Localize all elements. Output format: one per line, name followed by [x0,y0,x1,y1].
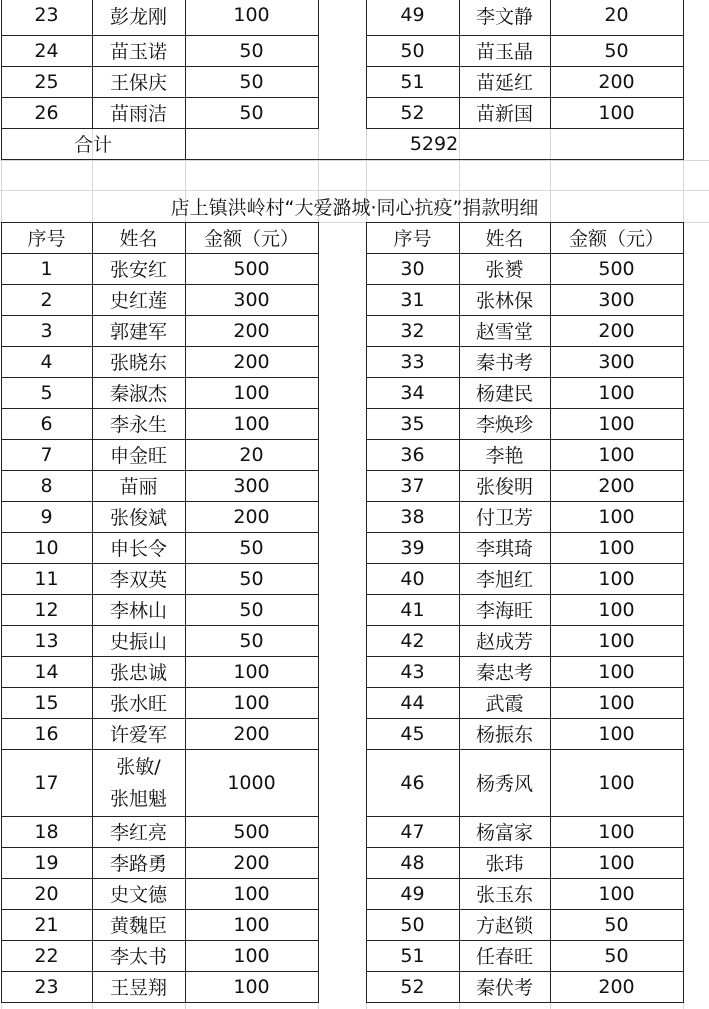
left-no-cell: 13 [34,629,59,652]
right-amount-cell: 100 [598,882,635,905]
right-name-cell: 李海旺 [475,600,533,622]
top-left-name-cell: 彭龙刚 [109,5,167,28]
right-name-cell: 张林保 [475,290,533,312]
left-name-cell: 许爱军 [109,724,167,746]
left-name-cell: 李红亮 [109,822,167,844]
top-left-no-cell: 25 [34,70,59,93]
left-name-cell: 李永生 [109,414,167,436]
right-no-cell: 33 [400,350,425,373]
left-name-cell: 张俊斌 [109,507,167,529]
right-no-cell: 41 [400,598,425,621]
left-no-cell: 19 [34,851,59,874]
right-name-cell: 李艳 [485,445,524,467]
right-no-cell: 50 [400,913,425,936]
name-line: 张敏/ [116,755,161,778]
right-no-cell: 51 [400,944,425,967]
left-amount-cell: 1000 [227,771,276,794]
left-name-cell: 史红莲 [109,290,167,312]
left-no-cell: 8 [40,474,53,497]
right-amount-cell: 100 [598,771,635,794]
right-amount-cell: 100 [598,851,635,874]
right-amount-cell: 300 [598,350,635,373]
left-no-cell: 21 [34,913,59,936]
top-right-no-cell: 51 [400,70,425,93]
top-left-amount-cell: 100 [233,4,270,26]
top-left-amount-cell: 50 [239,39,264,62]
right-amount-cell: 100 [598,722,635,745]
right-amount-cell: 200 [598,474,635,497]
left-no-cell: 6 [40,412,53,435]
right-name-cell: 秦忠考 [475,662,533,684]
right-no-cell: 47 [400,820,425,843]
top-right-name-cell: 李文静 [475,5,533,28]
left-no-cell: 12 [34,598,59,621]
right-amount-cell: 100 [598,598,635,621]
right-no-cell: 34 [400,381,425,404]
left-name-cell: 黄魏臣 [109,915,167,937]
left-no-cell: 9 [40,505,53,528]
top-left-no-cell: 26 [34,101,59,124]
right-no-cell: 32 [400,319,425,342]
right-no-cell: 36 [400,443,425,466]
left-no-cell: 7 [40,443,53,466]
right-amount-cell: 300 [598,288,635,311]
left-no-cell: 15 [34,691,59,714]
right-name-cell: 杨秀风 [475,773,533,795]
left-name-cell: 申金旺 [109,445,167,467]
left-no-cell: 3 [40,319,53,342]
left-amount-cell: 200 [233,722,270,745]
right-no-cell: 48 [400,851,425,874]
right-no-cell: 43 [400,660,425,683]
right-name-cell: 杨振东 [475,724,533,746]
header-no: 序号 [393,228,432,250]
left-name-cell: 史文德 [109,884,167,906]
right-amount-cell: 100 [598,443,635,466]
left-amount-cell: 100 [233,381,270,404]
left-amount-cell: 300 [233,288,270,311]
left-amount-cell: 200 [233,350,270,373]
right-no-cell: 38 [400,505,425,528]
left-name-cell: 张水旺 [109,693,167,715]
left-amount-cell: 20 [239,443,264,466]
left-name-cell: 李双英 [109,569,167,591]
left-name-cell: 郭建军 [109,321,167,343]
right-amount-cell: 100 [598,567,635,590]
left-amount-cell: 100 [233,660,270,683]
top-right-amount-cell: 200 [598,70,635,93]
table-title: 店上镇洪岭村“大爱潞城·同心抗疫”捐款明细 [170,196,539,219]
right-no-cell: 46 [400,771,425,794]
left-name-cell: 李太书 [109,946,167,968]
right-name-cell: 李焕珍 [475,414,533,436]
right-name-cell: 李琪琦 [475,538,533,560]
right-name-cell: 杨建民 [475,383,533,405]
right-name-cell: 任春旺 [475,946,533,968]
header-amount: 金额（元） [568,228,664,250]
right-no-cell: 30 [400,257,425,280]
name-line: 张旭魁 [109,787,167,810]
top-right-no-cell: 52 [400,101,425,124]
left-amount-cell: 100 [233,412,270,435]
right-amount-cell: 100 [598,381,635,404]
left-name-cell: 张忠诚 [109,662,167,684]
right-name-cell: 张玮 [485,853,524,875]
right-amount-cell: 100 [598,691,635,714]
left-amount-cell: 200 [233,319,270,342]
right-amount-cell: 100 [598,820,635,843]
right-name-cell: 付卫芳 [475,507,533,529]
top-left-amount-cell: 50 [239,101,264,124]
left-amount-cell: 50 [239,629,264,652]
left-name-cell: 李林山 [109,600,167,622]
right-amount-cell: 500 [598,257,635,280]
right-name-cell: 李旭红 [475,569,533,591]
right-name-cell: 秦书考 [475,352,533,374]
left-no-cell: 14 [34,660,59,683]
top-right-name-cell: 苗延红 [475,72,533,94]
left-name-cell: 王昱翔 [109,977,167,999]
left-amount-cell: 50 [239,536,264,559]
right-name-cell: 方赵锁 [475,915,533,937]
right-no-cell: 49 [400,882,425,905]
left-amount-cell: 100 [233,913,270,936]
left-amount-cell: 50 [239,567,264,590]
left-name-cell: 申长令 [109,538,167,560]
top-right-amount-cell: 20 [604,4,629,26]
top-right-amount-cell: 100 [598,101,635,124]
right-no-cell: 40 [400,567,425,590]
left-amount-cell: 200 [233,505,270,528]
top-left-name-cell: 王保庆 [109,72,167,94]
header-name: 姓名 [119,228,158,250]
right-amount-cell: 100 [598,536,635,559]
left-amount-cell: 300 [233,474,270,497]
left-no-cell: 23 [34,975,59,998]
left-no-cell: 11 [34,567,59,590]
right-name-cell: 张玉东 [475,884,533,906]
right-amount-cell: 100 [598,505,635,528]
left-amount-cell: 100 [233,944,270,967]
top-left-no-cell: 23 [34,4,59,26]
right-amount-cell: 200 [598,319,635,342]
left-no-cell: 16 [34,722,59,745]
left-no-cell: 5 [40,381,53,404]
left-name-cell [92,749,185,816]
right-amount-cell: 100 [598,629,635,652]
top-right-name-cell: 苗玉晶 [475,41,533,63]
left-amount-cell: 100 [233,691,270,714]
left-name-cell: 张安红 [109,259,167,281]
right-amount-cell: 100 [598,660,635,683]
total-label: 合计 [73,134,112,156]
left-no-cell: 20 [34,882,59,905]
header-no: 序号 [27,228,66,250]
right-name-cell: 赵雪堂 [475,321,533,343]
left-amount-cell: 100 [233,975,270,998]
left-name-cell: 秦淑杰 [109,383,167,405]
left-no-cell: 1 [40,257,53,280]
right-name-cell: 张赟 [485,259,524,281]
left-no-cell: 17 [34,771,59,794]
right-amount-cell: 50 [604,944,629,967]
top-right-amount-cell: 50 [604,39,629,62]
left-amount-cell: 500 [233,820,270,843]
left-no-cell: 4 [40,350,53,373]
left-name-cell: 史振山 [109,631,167,653]
right-no-cell: 37 [400,474,425,497]
right-no-cell: 45 [400,722,425,745]
top-right-name-cell: 苗新国 [475,103,533,125]
total-value: 5292 [409,132,459,155]
right-amount-cell: 200 [598,975,635,998]
left-name-cell: 李路勇 [109,853,167,875]
right-no-cell: 31 [400,288,425,311]
left-amount-cell: 200 [233,851,270,874]
top-right-no-cell: 49 [400,4,425,26]
right-amount-cell: 50 [604,913,629,936]
top-left-name-cell: 苗雨洁 [109,103,167,125]
left-no-cell: 22 [34,944,59,967]
right-name-cell: 张俊明 [475,476,533,498]
top-left-name-cell: 苗玉诺 [109,41,167,63]
right-name-cell: 杨富家 [475,822,533,844]
top-right-no-cell: 50 [400,39,425,62]
left-name-cell: 张晓东 [109,352,167,374]
left-no-cell: 2 [40,288,53,311]
left-amount-cell: 100 [233,882,270,905]
right-name-cell: 武霞 [485,693,524,715]
right-name-cell: 赵成芳 [475,631,533,653]
top-left-no-cell: 24 [34,39,59,62]
right-no-cell: 42 [400,629,425,652]
right-no-cell: 35 [400,412,425,435]
right-amount-cell: 100 [598,412,635,435]
top-left-amount-cell: 50 [239,70,264,93]
header-amount: 金额（元） [203,228,299,250]
right-no-cell: 44 [400,691,425,714]
left-no-cell: 10 [34,536,59,559]
left-amount-cell: 500 [233,257,270,280]
left-name-cell: 苗丽 [119,476,158,498]
left-amount-cell: 50 [239,598,264,621]
header-name: 姓名 [485,228,524,250]
right-name-cell: 秦伏考 [475,977,533,999]
right-no-cell: 52 [400,975,425,998]
right-no-cell: 39 [400,536,425,559]
left-no-cell: 18 [34,820,59,843]
